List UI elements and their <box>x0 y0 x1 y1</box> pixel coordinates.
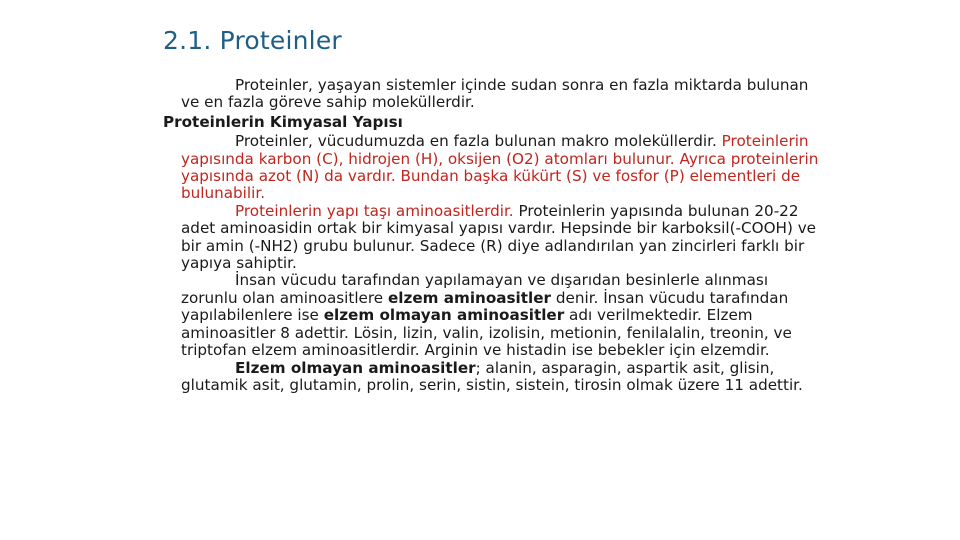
section-heading: Proteinlerin Kimyasal Yapısı <box>163 112 403 131</box>
paragraph-aminoacids <box>163 203 823 273</box>
page-title: 2.1. Proteinler <box>163 26 342 55</box>
paragraph-nonessential <box>163 360 823 395</box>
slide-content <box>163 77 823 394</box>
paragraph-essential <box>163 272 823 359</box>
nonessential-heading: Elzem olmayan aminoasitler <box>235 358 476 377</box>
aminoacid-structure-text: Proteinlerin yapısında bulunan 20-22 adet aminoasidin ortak bir kimyasal yapısı vardır. Hepsinde bir karboksil(-COOH) ve bir amin (-NH2) grubu bulunur. Sadece (R) diye adlandırılan yan zincirleri farklı bir yapıya sahiptir. <box>181 201 817 273</box>
essential-text-e: adı verilmektedir. Elzem aminoasitler 8 adettir. Lösin, lizin, valin, izolisin, metionin, fenilalalin, treonin, ve triptofan elzem aminoasitlerdir. Arginin ve histadin ise bebekler için elzemdir. <box>181 306 792 360</box>
paragraph-intro <box>163 77 823 112</box>
essential-term: elzem aminoasitler <box>387 288 552 307</box>
essential-text-c: denir. İnsan vücudu tarafından yapılabilenlere ise <box>181 288 789 325</box>
intro-text: Proteinler, yaşayan sistemler içinde sudan sonra en fazla miktarda bulunan ve en fazla göreve sahip moleküllerdir. <box>181 76 809 112</box>
composition-elements-text: Proteinlerin yapısında karbon (C), hidrojen (H), oksijen (O2) atomları bulunur. Ayrıca proteinlerin yapısında azot (N) da vardır. Bundan başka kükürt (S) ve fosfor (P) elementleri de bulunabilir. <box>181 132 819 203</box>
composition-text: Proteinler, vücudumuzda en fazla bulunan makro moleküllerdir. <box>235 132 717 151</box>
paragraph-composition <box>163 133 823 203</box>
building-blocks-text: Proteinlerin yapı taşı aminoasitlerdir. <box>235 201 514 220</box>
nonessential-term: elzem olmayan aminoasitler <box>323 306 565 325</box>
nonessential-list-text: ; alanin, asparagin, aspartik asit, glisin, glutamik asit, glutamin, prolin, serin, sistin, sistein, tirosin olmak üzere 11 adettir. <box>181 358 803 394</box>
essential-text-a: İnsan vücudu tarafından yapılamayan ve dışarıdan besinlerle alınması zorunlu olan aminoasitlere <box>181 271 769 307</box>
